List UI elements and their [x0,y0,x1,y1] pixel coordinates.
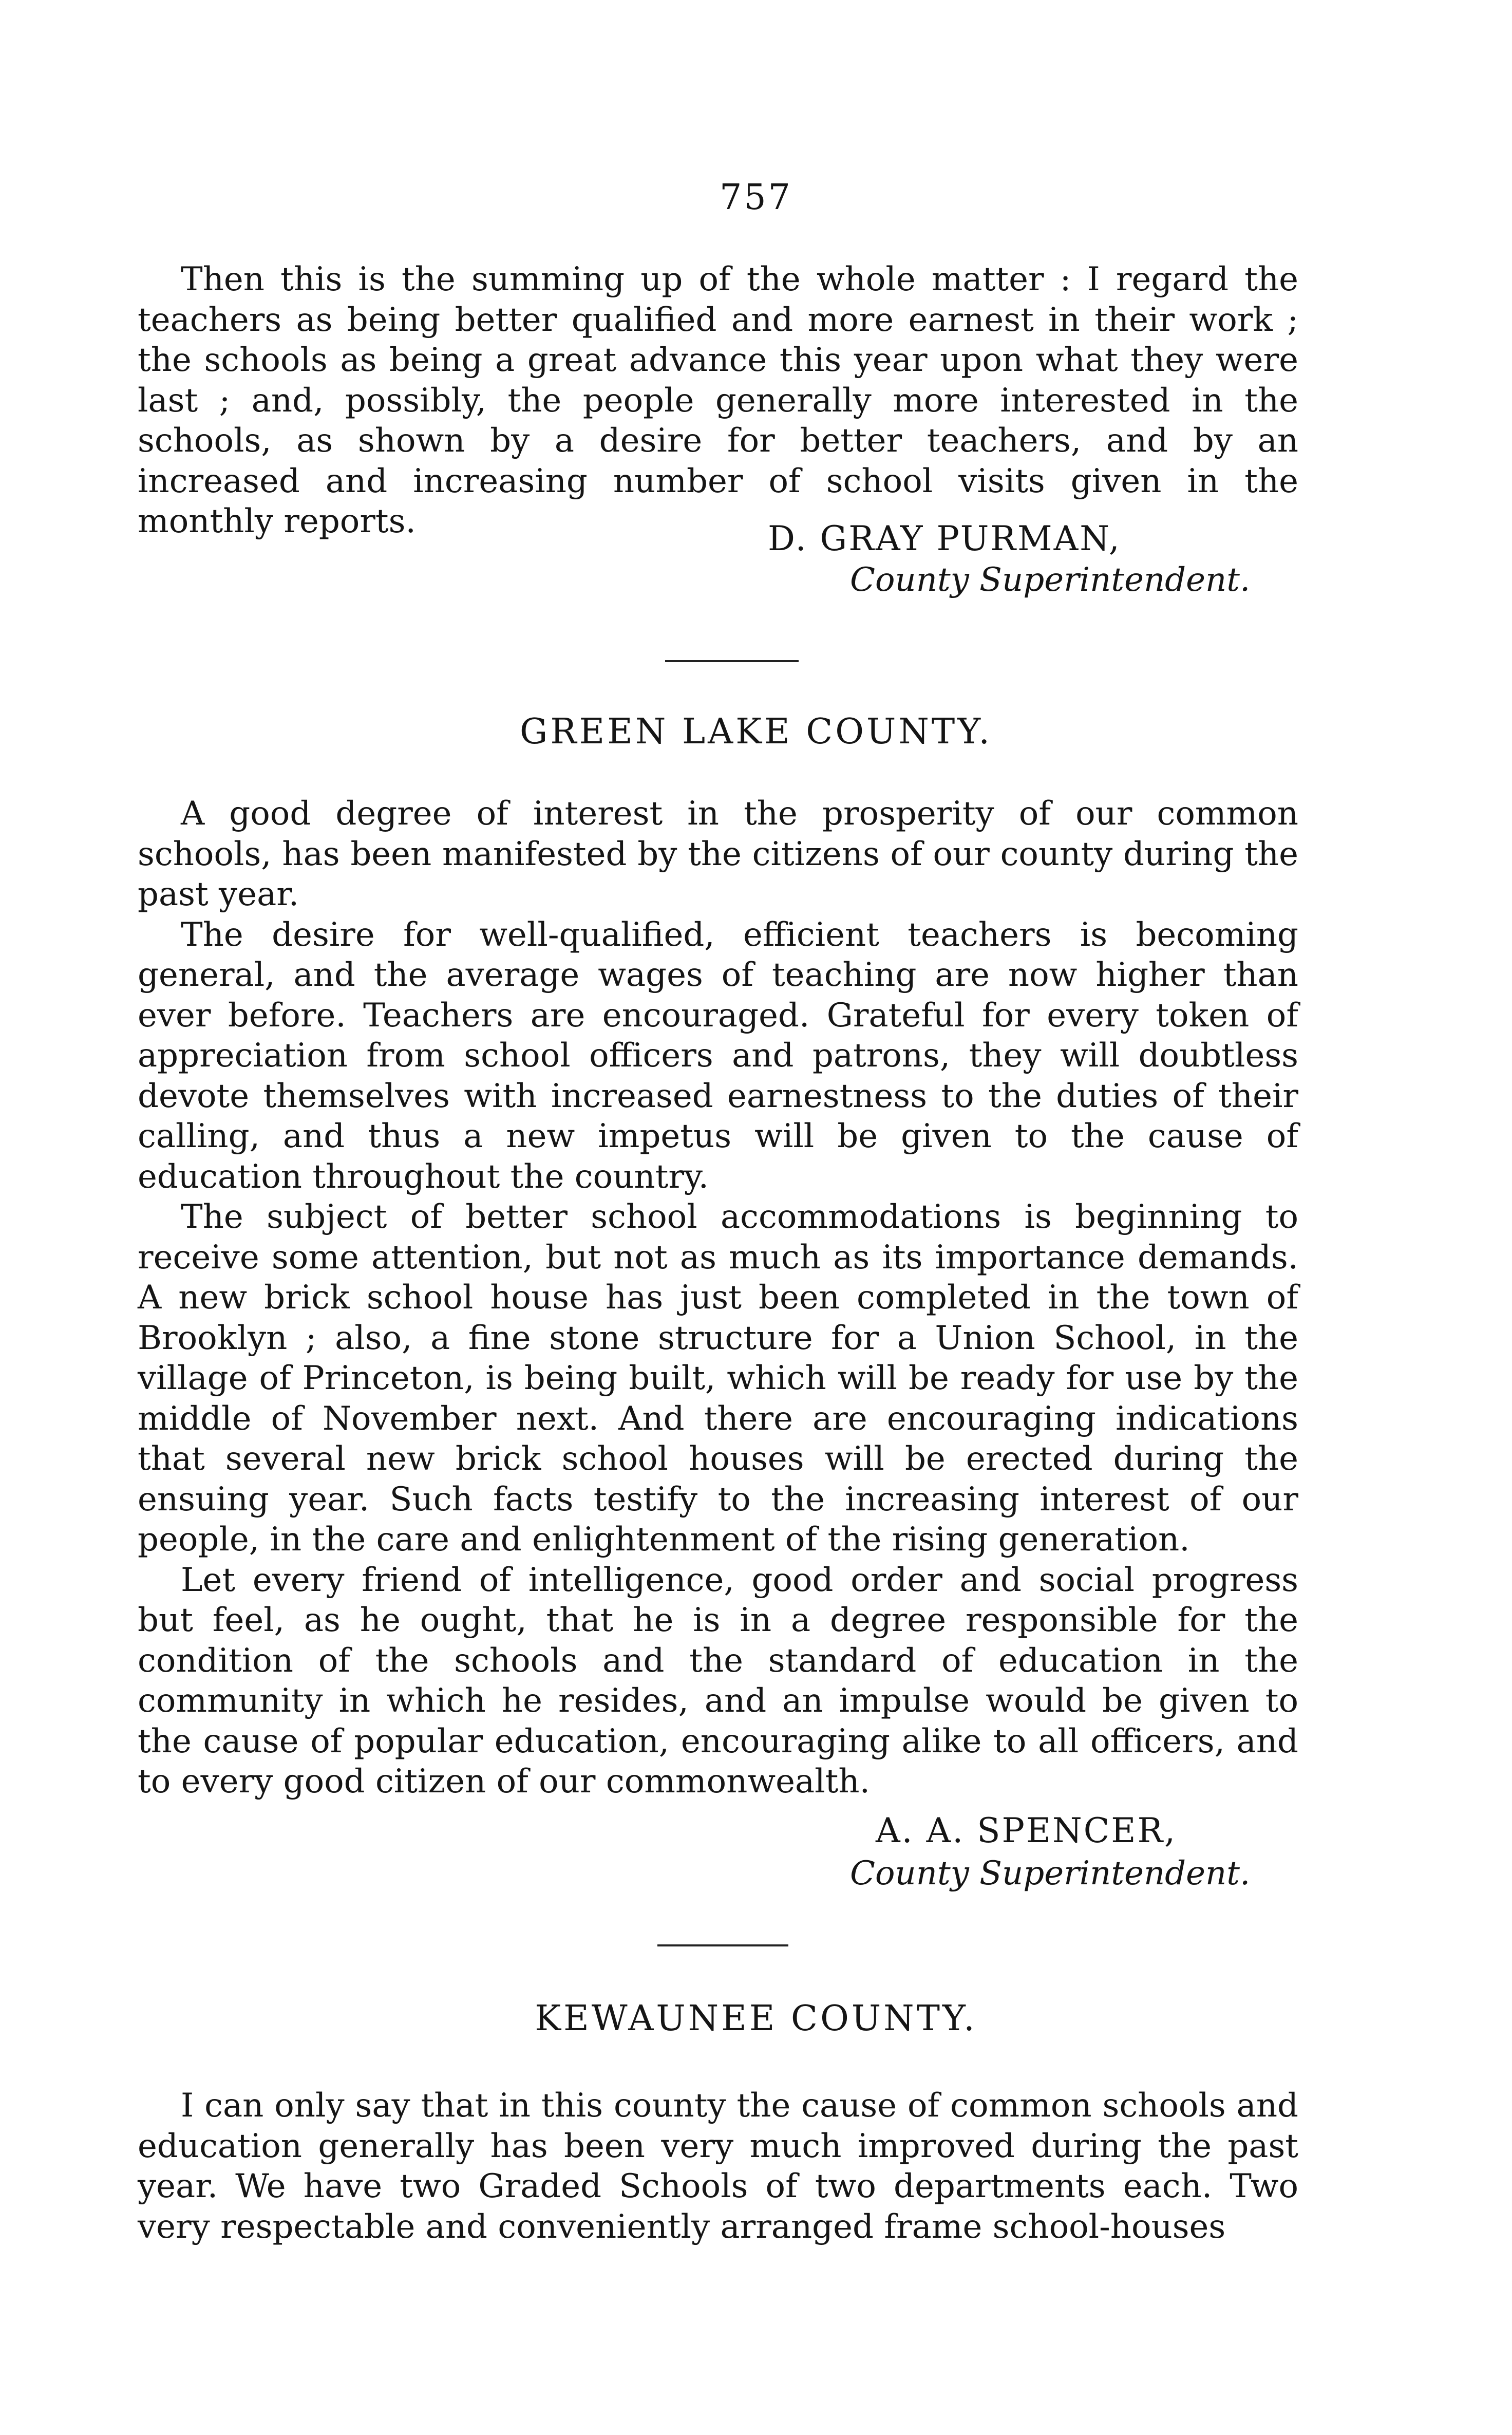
signature-name: D. GRAY PURMAN, [768,519,1121,558]
signature-name: A. A. SPENCER, [876,1811,1177,1850]
section-green-lake-body [138,794,1298,1802]
section-divider [657,1944,788,1946]
paragraph: The desire for well-qualified, efficient teachers is becoming general, and the average wages of teaching are now higher than ever before. Teachers are encouraged. Grateful for every token of appreciation from school officers and patrons, they will doubtless devote themselves with increased earnestness to the duties of their calling, and thus a new impetus will be given to the cause of education throughout the country. [138,915,1298,1196]
paragraph: Then this is the summing up of the whole matter : I regard the teachers as being better qualified and more earnest in their work ; the schools as being a great advance this year upon what they were last ; and, possibly, the people generally more interested in the schools, as shown by a desire for better teachers, and by an increased and increasing number of school visits given in the monthly reports. [138,260,1298,540]
paragraph: A good degree of interest in the prosperity of our common schools, has been manifested by the citizens of our county during the past year. [138,795,1298,913]
section-continuation-body [138,259,1298,542]
paragraph: I can only say that in this county the cause of common schools and education generally has been very much improved during the past year. We have two Graded Schools of two departments each. Two very respectable and conveniently arranged frame school-houses [138,2087,1298,2246]
page-number: 757 [720,177,792,218]
paragraph: The subject of better school accommodations is beginning to receive some attention, but not as much as its importance demands. A new brick school house has just been completed in the town of Brooklyn ; also, a fine stone structure for a Union School, in the village of Princeton, is being built, which will be ready for use by the middle of November next. And there are encouraging indications that several new brick school houses will be erected during the ensuing year. Such facts testify to the increasing interest of our people, in the care and enlightenment of the rising generation. [138,1198,1298,1559]
section-heading-green-lake: GREEN LAKE COUNTY. [520,711,992,752]
section-divider [665,660,799,662]
signature-title: County Superintendent. [850,561,1251,599]
section-heading-kewaunee: KEWAUNEE COUNTY. [535,1998,977,2039]
signature-title: County Superintendent. [850,1855,1251,1893]
paragraph: Let every friend of intelligence, good order and social progress but feel, as he ought, that he is in a degree responsible for the condition of the schools and the standard of education in the community in which he resides, and an impulse would be given to the cause of popular education, encouraging alike to all officers, and to every good citizen of our commonwealth. [138,1561,1298,1801]
section-kewaunee-body [138,2086,1298,2247]
